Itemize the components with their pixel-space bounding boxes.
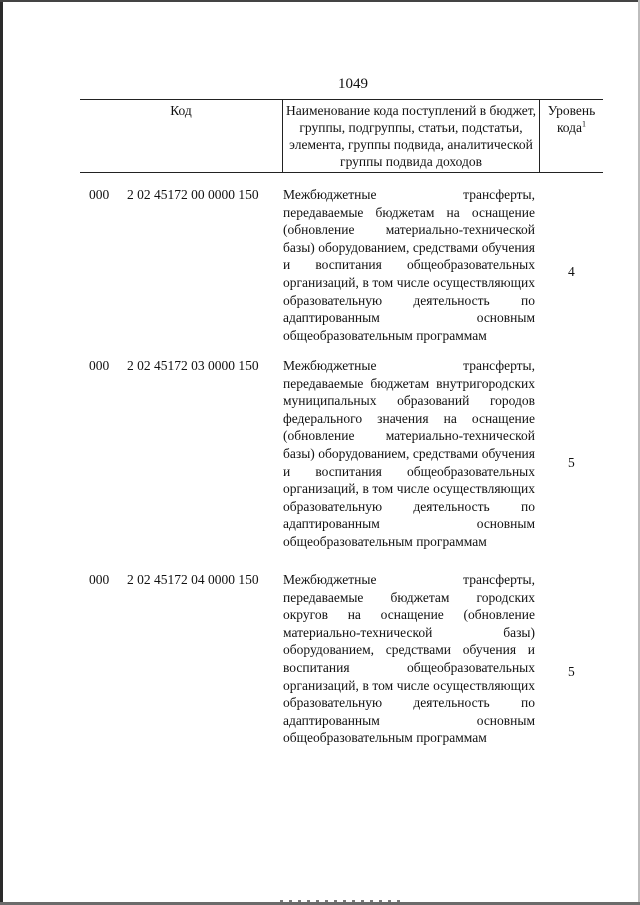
row-prefix: 000 [89, 572, 110, 587]
header-level-label: Уровень [547, 103, 596, 118]
row-prefix: 000 [89, 358, 110, 373]
row-prefix: 000 [89, 187, 110, 202]
header-name-label: Наименование кода поступлений в бюджет, группы, подгруппы, статьи, подстатьи, элемента, группы подвида, аналитической группы подвида доходов [285, 103, 536, 169]
row-name: Межбюджетные трансферты, передаваемые бюджетам внутригородских муниципальных образований городов федерального значения на оснащение (обновление материально-технической базы) оборудованием, средствами обучения и воспитания общеобразовательных организаций, в том числе осуществляющих образовательную деятельность по адаптированным основным общеобразовательным программам [283, 358, 535, 549]
row-code: 2 02 45172 00 0000 150 [127, 187, 259, 202]
header-level-cell [540, 100, 603, 172]
row-name: Межбюджетные трансферты, передаваемые бюджетам на оснащение (обновление материально-технической базы) оборудованием, средствами обучения и воспитания общеобразовательных организаций, в том числе осуществляющих образовательную деятельность по адаптированным основным общеобразовательным программам [283, 187, 535, 343]
footnote-marker: 1 [582, 119, 587, 129]
row-code: 2 02 45172 03 0000 150 [127, 358, 259, 373]
table-row [80, 357, 603, 569]
row-level: 5 [568, 664, 575, 679]
scan-edge-top [0, 0, 640, 2]
header-level-label-line2 [540, 119, 603, 136]
header-code-cell [80, 100, 283, 172]
table-row [80, 186, 603, 356]
header-code-label: Код [170, 103, 192, 118]
row-level: 4 [568, 264, 575, 279]
scan-edge-left [0, 0, 3, 905]
scan-artifact [280, 900, 400, 902]
page-number: 1049 [338, 76, 368, 92]
header-name-cell [283, 100, 540, 172]
header-level-word: кода [556, 120, 583, 135]
row-code: 2 02 45172 04 0000 150 [127, 572, 259, 587]
table-row [80, 571, 603, 761]
row-level: 5 [568, 455, 575, 470]
table-header [80, 99, 603, 173]
row-name: Межбюджетные трансферты, передаваемые бюджетам городских округов на оснащение (обновление материально-технической базы) оборудованием, средствами обучения и воспитания общеобразовательных организаций, в том числе осуществляющих образовательную деятельность по адаптированным основным общеобразовательным программам [283, 572, 535, 746]
